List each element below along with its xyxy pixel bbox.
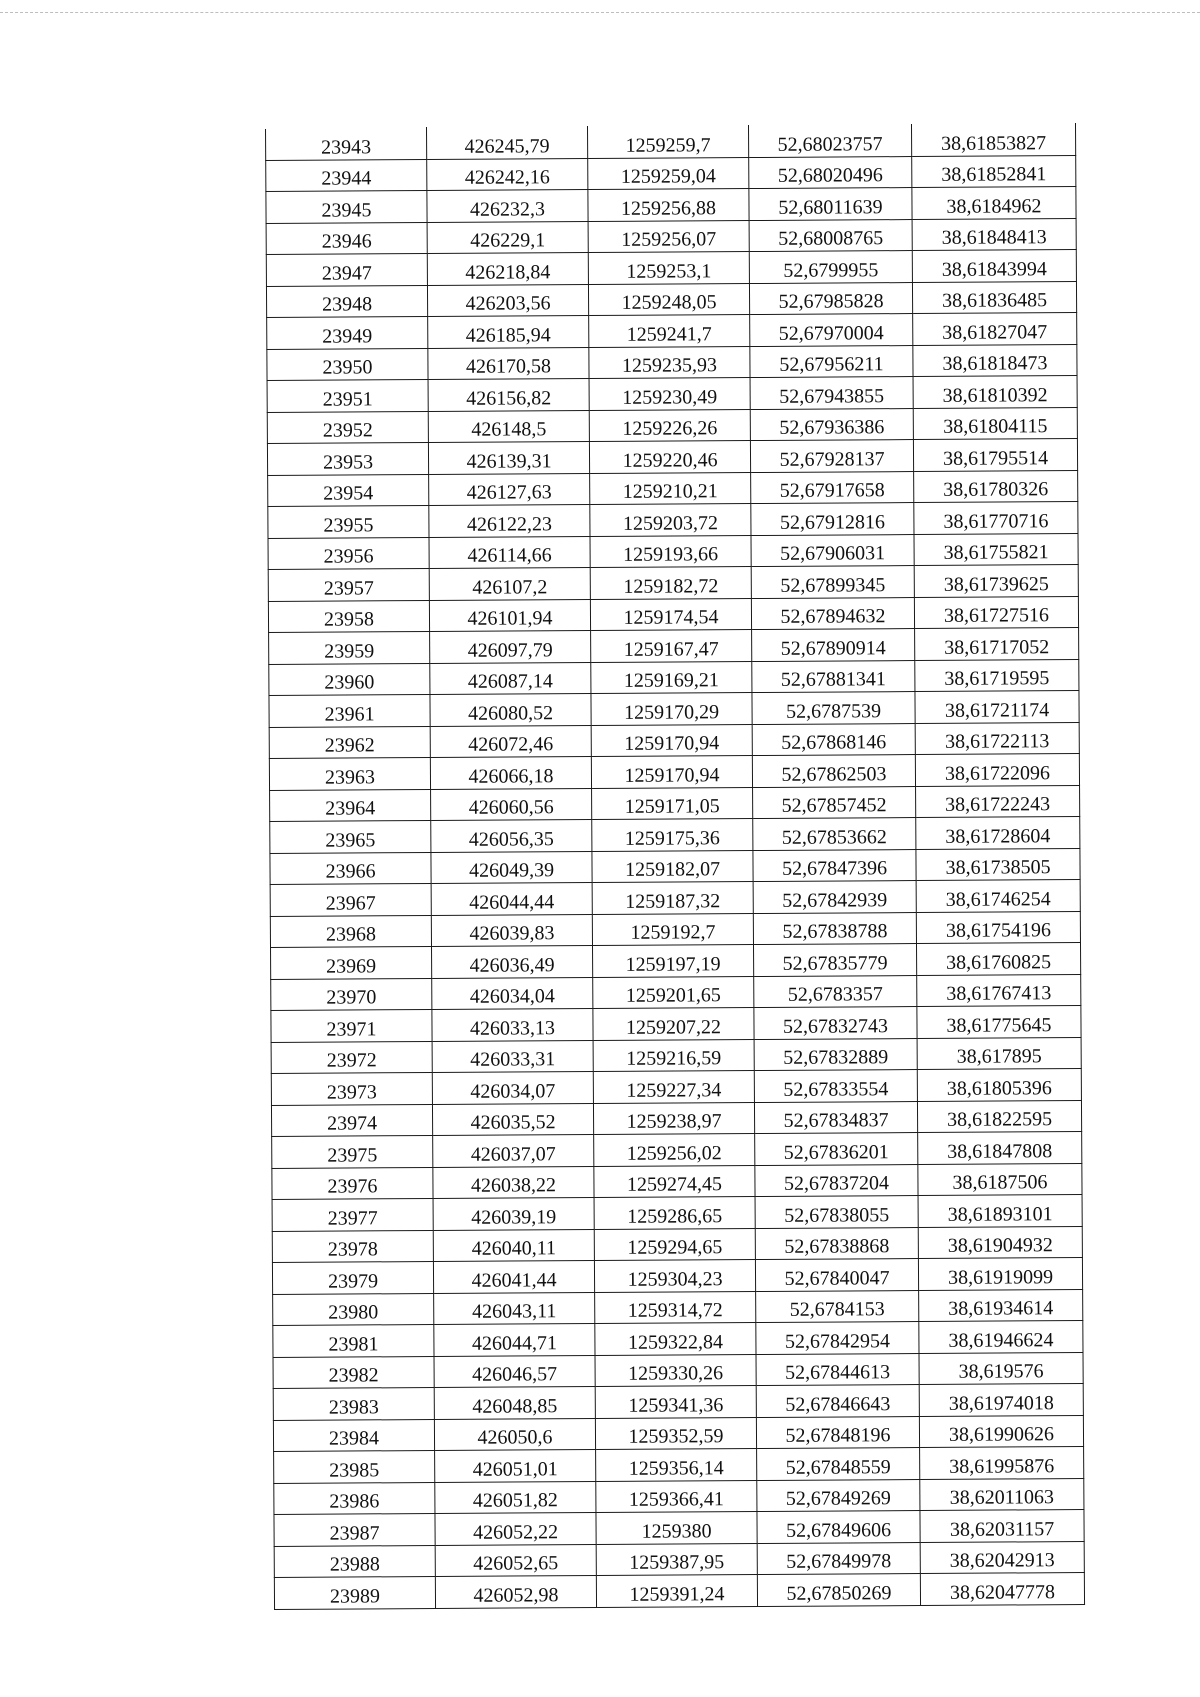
table-row: [274, 1541, 1084, 1577]
point-number-cell: 23971: [271, 1009, 432, 1041]
y-coordinate-cell: 1259241,7: [589, 315, 750, 347]
latitude-cell: 52,67857452: [753, 786, 916, 818]
x-coordinate-cell: 426033,13: [432, 1009, 593, 1041]
longitude-cell: 38,61827047: [913, 313, 1077, 346]
longitude-cell: 38,61974018: [919, 1384, 1083, 1417]
y-coordinate-cell: 1259216,59: [593, 1039, 754, 1071]
x-coordinate-cell: 426080,52: [430, 694, 591, 726]
latitude-cell: 52,67848559: [757, 1448, 920, 1480]
point-number-cell: 23982: [273, 1356, 434, 1388]
latitude-cell: 52,67970004: [750, 314, 913, 346]
table-row: [268, 502, 1078, 538]
longitude-cell: 38,61847808: [918, 1132, 1082, 1165]
y-coordinate-cell: 1259256,88: [588, 189, 749, 221]
point-number-cell: 23958: [268, 600, 429, 632]
table-row: [274, 1447, 1084, 1483]
longitude-cell: 38,61843994: [912, 250, 1076, 283]
point-number-cell: 23984: [273, 1419, 434, 1451]
latitude-cell: 52,67849978: [757, 1542, 920, 1574]
table-row: [273, 1352, 1083, 1388]
y-coordinate-cell: 1259256,07: [588, 220, 749, 252]
x-coordinate-cell: 426044,44: [431, 883, 592, 915]
x-coordinate-cell: 426066,18: [430, 757, 591, 789]
longitude-cell: 38,61727516: [914, 596, 1078, 629]
latitude-cell: 52,67849269: [757, 1479, 920, 1511]
table-row: [269, 691, 1079, 727]
table-row: [271, 1037, 1081, 1073]
y-coordinate-cell: 1259169,21: [591, 661, 752, 693]
y-coordinate-cell: 1259187,32: [592, 882, 753, 914]
latitude-cell: 52,67928137: [750, 440, 913, 472]
latitude-cell: 52,67846643: [756, 1385, 919, 1417]
x-coordinate-cell: 426052,98: [435, 1576, 596, 1608]
longitude-cell: 38,61739625: [914, 565, 1078, 598]
x-coordinate-cell: 426156,82: [428, 379, 589, 411]
latitude-cell: 52,6783357: [754, 975, 917, 1007]
table-row: [272, 1258, 1082, 1294]
y-coordinate-cell: 1259197,19: [593, 945, 754, 977]
table-row: [268, 533, 1078, 569]
y-coordinate-cell: 1259167,47: [591, 630, 752, 662]
longitude-cell: 38,61721174: [915, 691, 1079, 724]
latitude-cell: 52,67835779: [753, 944, 916, 976]
longitude-cell: 38,61775645: [917, 1006, 1081, 1039]
longitude-cell: 38,61990626: [919, 1415, 1083, 1448]
y-coordinate-cell: 1259341,36: [595, 1386, 756, 1418]
latitude-cell: 52,67838868: [755, 1227, 918, 1259]
y-coordinate-cell: 1259256,02: [594, 1134, 755, 1166]
latitude-cell: 52,67832743: [754, 1007, 917, 1039]
table-row: [272, 1132, 1082, 1168]
y-coordinate-cell: 1259182,72: [590, 567, 751, 599]
table-row: [268, 565, 1078, 601]
y-coordinate-cell: 1259259,7: [587, 126, 748, 158]
point-number-cell: 23957: [268, 569, 429, 601]
y-coordinate-cell: 1259220,46: [589, 441, 750, 473]
longitude-cell: 38,61822595: [917, 1100, 1081, 1133]
point-number-cell: 23980: [273, 1293, 434, 1325]
x-coordinate-cell: 426203,56: [427, 284, 588, 316]
table-row: [267, 344, 1077, 380]
y-coordinate-cell: 1259226,26: [589, 409, 750, 441]
x-coordinate-cell: 426039,83: [431, 914, 592, 946]
longitude-cell: 38,61852841: [912, 155, 1076, 188]
x-coordinate-cell: 426122,23: [429, 505, 590, 537]
latitude-cell: 52,67881341: [752, 660, 915, 692]
longitude-cell: 38,61853827: [911, 124, 1075, 157]
latitude-cell: 52,67840047: [755, 1259, 918, 1291]
point-number-cell: 23951: [267, 380, 428, 412]
y-coordinate-cell: 1259330,26: [595, 1354, 756, 1386]
x-coordinate-cell: 426185,94: [428, 316, 589, 348]
y-coordinate-cell: 1259314,72: [595, 1291, 756, 1323]
point-number-cell: 23948: [266, 285, 427, 317]
x-coordinate-cell: 426036,49: [432, 946, 593, 978]
longitude-cell: 38,619576: [919, 1352, 1083, 1385]
latitude-cell: 52,67853662: [753, 818, 916, 850]
latitude-cell: 52,67847396: [753, 849, 916, 881]
longitude-cell: 38,61728604: [916, 817, 1080, 850]
point-number-cell: 23979: [272, 1261, 433, 1293]
point-number-cell: 23954: [268, 474, 429, 506]
point-number-cell: 23989: [274, 1576, 435, 1608]
x-coordinate-cell: 426242,16: [427, 158, 588, 190]
latitude-cell: 52,67985828: [749, 282, 912, 314]
y-coordinate-cell: 1259174,54: [590, 598, 751, 630]
longitude-cell: 38,61722113: [915, 722, 1079, 755]
x-coordinate-cell: 426170,58: [428, 347, 589, 379]
y-coordinate-cell: 1259210,21: [590, 472, 751, 504]
table-row: [266, 218, 1076, 254]
point-number-cell: 23987: [274, 1513, 435, 1545]
point-number-cell: 23946: [266, 222, 427, 254]
point-number-cell: 23976: [272, 1167, 433, 1199]
y-coordinate-cell: 1259391,24: [596, 1575, 757, 1607]
point-number-cell: 23945: [266, 191, 427, 223]
table-row: [271, 1069, 1081, 1105]
x-coordinate-cell: 426043,11: [434, 1292, 595, 1324]
longitude-cell: 38,61780326: [914, 470, 1078, 503]
x-coordinate-cell: 426052,22: [435, 1513, 596, 1545]
point-number-cell: 23962: [269, 726, 430, 758]
x-coordinate-cell: 426044,71: [434, 1324, 595, 1356]
table-row: [273, 1384, 1083, 1420]
point-number-cell: 23986: [274, 1482, 435, 1514]
latitude-cell: 52,67842939: [753, 881, 916, 913]
latitude-cell: 52,68023757: [748, 125, 911, 157]
point-number-cell: 23949: [267, 317, 428, 349]
longitude-cell: 38,62042913: [920, 1541, 1084, 1574]
table-row: [269, 628, 1079, 664]
x-coordinate-cell: 426038,22: [433, 1166, 594, 1198]
latitude-cell: 52,68008765: [749, 219, 912, 251]
table-row: [272, 1226, 1082, 1262]
table-row: [271, 974, 1081, 1010]
longitude-cell: 38,61836485: [912, 281, 1076, 314]
point-number-cell: 23985: [274, 1450, 435, 1482]
table-row: [266, 187, 1076, 223]
point-number-cell: 23960: [269, 663, 430, 695]
y-coordinate-cell: 1259175,36: [592, 819, 753, 851]
x-coordinate-cell: 426041,44: [433, 1261, 594, 1293]
longitude-cell: 38,61804115: [913, 407, 1077, 440]
x-coordinate-cell: 426114,66: [429, 536, 590, 568]
latitude-cell: 52,67943855: [750, 377, 913, 409]
y-coordinate-cell: 1259352,59: [595, 1417, 756, 1449]
table-row: [266, 250, 1076, 286]
table-row: [268, 596, 1078, 632]
latitude-cell: 52,67850269: [757, 1574, 920, 1606]
x-coordinate-cell: 426107,2: [429, 568, 590, 600]
coordinates-table: [265, 123, 1085, 1609]
point-number-cell: 23943: [266, 128, 427, 160]
y-coordinate-cell: 1259227,34: [593, 1071, 754, 1103]
longitude-cell: 38,62047778: [920, 1573, 1084, 1606]
longitude-cell: 38,61770716: [914, 502, 1078, 535]
longitude-cell: 38,61934614: [919, 1289, 1083, 1322]
table-row: [267, 376, 1077, 412]
y-coordinate-cell: 1259235,93: [589, 346, 750, 378]
latitude-cell: 52,67842954: [756, 1322, 919, 1354]
y-coordinate-cell: 1259170,29: [591, 693, 752, 725]
table-row: [268, 470, 1078, 506]
table-row: [272, 1163, 1082, 1199]
x-coordinate-cell: 426056,35: [431, 820, 592, 852]
x-coordinate-cell: 426034,07: [432, 1072, 593, 1104]
latitude-cell: 52,67917658: [751, 471, 914, 503]
x-coordinate-cell: 426049,39: [431, 851, 592, 883]
table-row: [270, 880, 1080, 916]
longitude-cell: 38,62031157: [920, 1510, 1084, 1543]
x-coordinate-cell: 426087,14: [430, 662, 591, 694]
latitude-cell: 52,67956211: [750, 345, 913, 377]
point-number-cell: 23950: [267, 348, 428, 380]
point-number-cell: 23953: [267, 443, 428, 475]
y-coordinate-cell: 1259322,84: [595, 1323, 756, 1355]
x-coordinate-cell: 426097,79: [430, 631, 591, 663]
table-row: [266, 155, 1076, 191]
latitude-cell: 52,67848196: [756, 1416, 919, 1448]
latitude-cell: 52,6799955: [749, 251, 912, 283]
table-row: [269, 754, 1079, 790]
point-number-cell: 23969: [271, 946, 432, 978]
x-coordinate-cell: 426127,63: [429, 473, 590, 505]
latitude-cell: 52,67890914: [752, 629, 915, 661]
longitude-cell: 38,61848413: [912, 218, 1076, 251]
point-number-cell: 23974: [271, 1104, 432, 1136]
x-coordinate-cell: 426033,31: [432, 1040, 593, 1072]
latitude-cell: 52,67838788: [753, 912, 916, 944]
point-number-cell: 23961: [269, 695, 430, 727]
x-coordinate-cell: 426101,94: [429, 599, 590, 631]
point-number-cell: 23955: [268, 506, 429, 538]
table-row: [267, 407, 1077, 443]
point-number-cell: 23952: [267, 411, 428, 443]
longitude-cell: 38,61719595: [915, 659, 1079, 692]
point-number-cell: 23944: [266, 159, 427, 191]
y-coordinate-cell: 1259304,23: [594, 1260, 755, 1292]
point-number-cell: 23964: [270, 789, 431, 821]
table-row: [270, 911, 1080, 947]
point-number-cell: 23972: [271, 1041, 432, 1073]
table-row: [270, 817, 1080, 853]
y-coordinate-cell: 1259201,65: [593, 976, 754, 1008]
longitude-cell: 38,6187506: [918, 1163, 1082, 1196]
latitude-cell: 52,67849606: [757, 1511, 920, 1543]
point-number-cell: 23959: [269, 632, 430, 664]
point-number-cell: 23975: [272, 1135, 433, 1167]
y-coordinate-cell: 1259356,14: [596, 1449, 757, 1481]
coordinates-table-body: [266, 124, 1085, 1609]
table-row: [273, 1289, 1083, 1325]
longitude-cell: 38,62011063: [920, 1478, 1084, 1511]
point-number-cell: 23970: [271, 978, 432, 1010]
longitude-cell: 38,617895: [917, 1037, 1081, 1070]
y-coordinate-cell: 1259171,05: [592, 787, 753, 819]
x-coordinate-cell: 426148,5: [428, 410, 589, 442]
table-row: [269, 722, 1079, 758]
table-row: [274, 1478, 1084, 1514]
latitude-cell: 52,67833554: [754, 1070, 917, 1102]
longitude-cell: 38,61893101: [918, 1195, 1082, 1228]
longitude-cell: 38,6184962: [912, 187, 1076, 220]
point-number-cell: 23981: [273, 1324, 434, 1356]
x-coordinate-cell: 426232,3: [427, 190, 588, 222]
y-coordinate-cell: 1259248,05: [588, 283, 749, 315]
table-row: [270, 785, 1080, 821]
latitude-cell: 52,67832889: [754, 1038, 917, 1070]
longitude-cell: 38,61755821: [914, 533, 1078, 566]
point-number-cell: 23963: [269, 758, 430, 790]
latitude-cell: 52,67868146: [752, 723, 915, 755]
x-coordinate-cell: 426040,11: [433, 1229, 594, 1261]
table-row: [271, 1100, 1081, 1136]
x-coordinate-cell: 426046,57: [434, 1355, 595, 1387]
longitude-cell: 38,61946624: [919, 1321, 1083, 1354]
y-coordinate-cell: 1259387,95: [596, 1543, 757, 1575]
table-row: [267, 313, 1077, 349]
point-number-cell: 23983: [273, 1387, 434, 1419]
point-number-cell: 23967: [270, 883, 431, 915]
x-coordinate-cell: 426139,31: [428, 442, 589, 474]
y-coordinate-cell: 1259192,7: [592, 913, 753, 945]
latitude-cell: 52,67834837: [754, 1101, 917, 1133]
longitude-cell: 38,61722243: [916, 785, 1080, 818]
point-number-cell: 23978: [272, 1230, 433, 1262]
latitude-cell: 52,67936386: [750, 408, 913, 440]
longitude-cell: 38,61717052: [915, 628, 1079, 661]
longitude-cell: 38,61767413: [917, 974, 1081, 1007]
table-row: [267, 439, 1077, 475]
y-coordinate-cell: 1259170,94: [591, 724, 752, 756]
scan-edge-line: [0, 12, 1200, 13]
y-coordinate-cell: 1259193,66: [590, 535, 751, 567]
latitude-cell: 52,6787539: [752, 692, 915, 724]
y-coordinate-cell: 1259253,1: [588, 252, 749, 284]
x-coordinate-cell: 426218,84: [427, 253, 588, 285]
table-row: [271, 943, 1081, 979]
table-row: [273, 1321, 1083, 1357]
x-coordinate-cell: 426048,85: [434, 1387, 595, 1419]
longitude-cell: 38,61904932: [918, 1226, 1082, 1259]
longitude-cell: 38,61795514: [913, 439, 1077, 472]
y-coordinate-cell: 1259294,65: [594, 1228, 755, 1260]
table-row: [266, 124, 1076, 160]
latitude-cell: 52,67844613: [756, 1353, 919, 1385]
y-coordinate-cell: 1259366,41: [596, 1480, 757, 1512]
longitude-cell: 38,61995876: [920, 1447, 1084, 1480]
longitude-cell: 38,61810392: [913, 376, 1077, 409]
latitude-cell: 52,67906031: [751, 534, 914, 566]
y-coordinate-cell: 1259380: [596, 1512, 757, 1544]
y-coordinate-cell: 1259230,49: [589, 378, 750, 410]
table-row: [272, 1195, 1082, 1231]
x-coordinate-cell: 426052,65: [435, 1544, 596, 1576]
table-row: [271, 1006, 1081, 1042]
point-number-cell: 23968: [270, 915, 431, 947]
y-coordinate-cell: 1259259,04: [588, 157, 749, 189]
x-coordinate-cell: 426035,52: [432, 1103, 593, 1135]
latitude-cell: 52,68011639: [749, 188, 912, 220]
latitude-cell: 52,67912816: [751, 503, 914, 535]
x-coordinate-cell: 426051,82: [435, 1481, 596, 1513]
x-coordinate-cell: 426039,19: [433, 1198, 594, 1230]
latitude-cell: 52,67862503: [752, 755, 915, 787]
x-coordinate-cell: 426245,79: [427, 127, 588, 159]
x-coordinate-cell: 426037,07: [433, 1135, 594, 1167]
longitude-cell: 38,61805396: [917, 1069, 1081, 1102]
point-number-cell: 23973: [271, 1072, 432, 1104]
y-coordinate-cell: 1259274,45: [594, 1165, 755, 1197]
latitude-cell: 52,6784153: [756, 1290, 919, 1322]
table-row: [270, 848, 1080, 884]
table-row: [273, 1415, 1083, 1451]
longitude-cell: 38,61722096: [915, 754, 1079, 787]
point-number-cell: 23956: [268, 537, 429, 569]
longitude-cell: 38,61746254: [916, 880, 1080, 913]
x-coordinate-cell: 426060,56: [431, 788, 592, 820]
x-coordinate-cell: 426051,01: [435, 1450, 596, 1482]
y-coordinate-cell: 1259207,22: [593, 1008, 754, 1040]
point-number-cell: 23965: [270, 821, 431, 853]
longitude-cell: 38,61919099: [918, 1258, 1082, 1291]
point-number-cell: 23977: [272, 1198, 433, 1230]
latitude-cell: 52,67894632: [751, 597, 914, 629]
x-coordinate-cell: 426229,1: [427, 221, 588, 253]
point-number-cell: 23988: [274, 1545, 435, 1577]
latitude-cell: 52,67837204: [755, 1164, 918, 1196]
point-number-cell: 23947: [266, 254, 427, 286]
y-coordinate-cell: 1259170,94: [591, 756, 752, 788]
table-row: [274, 1573, 1084, 1609]
longitude-cell: 38,61738505: [916, 848, 1080, 881]
point-number-cell: 23966: [270, 852, 431, 884]
x-coordinate-cell: 426050,6: [434, 1418, 595, 1450]
x-coordinate-cell: 426034,04: [432, 977, 593, 1009]
y-coordinate-cell: 1259286,65: [594, 1197, 755, 1229]
latitude-cell: 52,67899345: [751, 566, 914, 598]
y-coordinate-cell: 1259238,97: [593, 1102, 754, 1134]
latitude-cell: 52,67836201: [755, 1133, 918, 1165]
longitude-cell: 38,61760825: [916, 943, 1080, 976]
table-row: [274, 1510, 1084, 1546]
latitude-cell: 52,68020496: [749, 156, 912, 188]
longitude-cell: 38,61754196: [916, 911, 1080, 944]
x-coordinate-cell: 426072,46: [430, 725, 591, 757]
y-coordinate-cell: 1259182,07: [592, 850, 753, 882]
table-row: [266, 281, 1076, 317]
y-coordinate-cell: 1259203,72: [590, 504, 751, 536]
longitude-cell: 38,61818473: [913, 344, 1077, 377]
table-row: [269, 659, 1079, 695]
latitude-cell: 52,67838055: [755, 1196, 918, 1228]
